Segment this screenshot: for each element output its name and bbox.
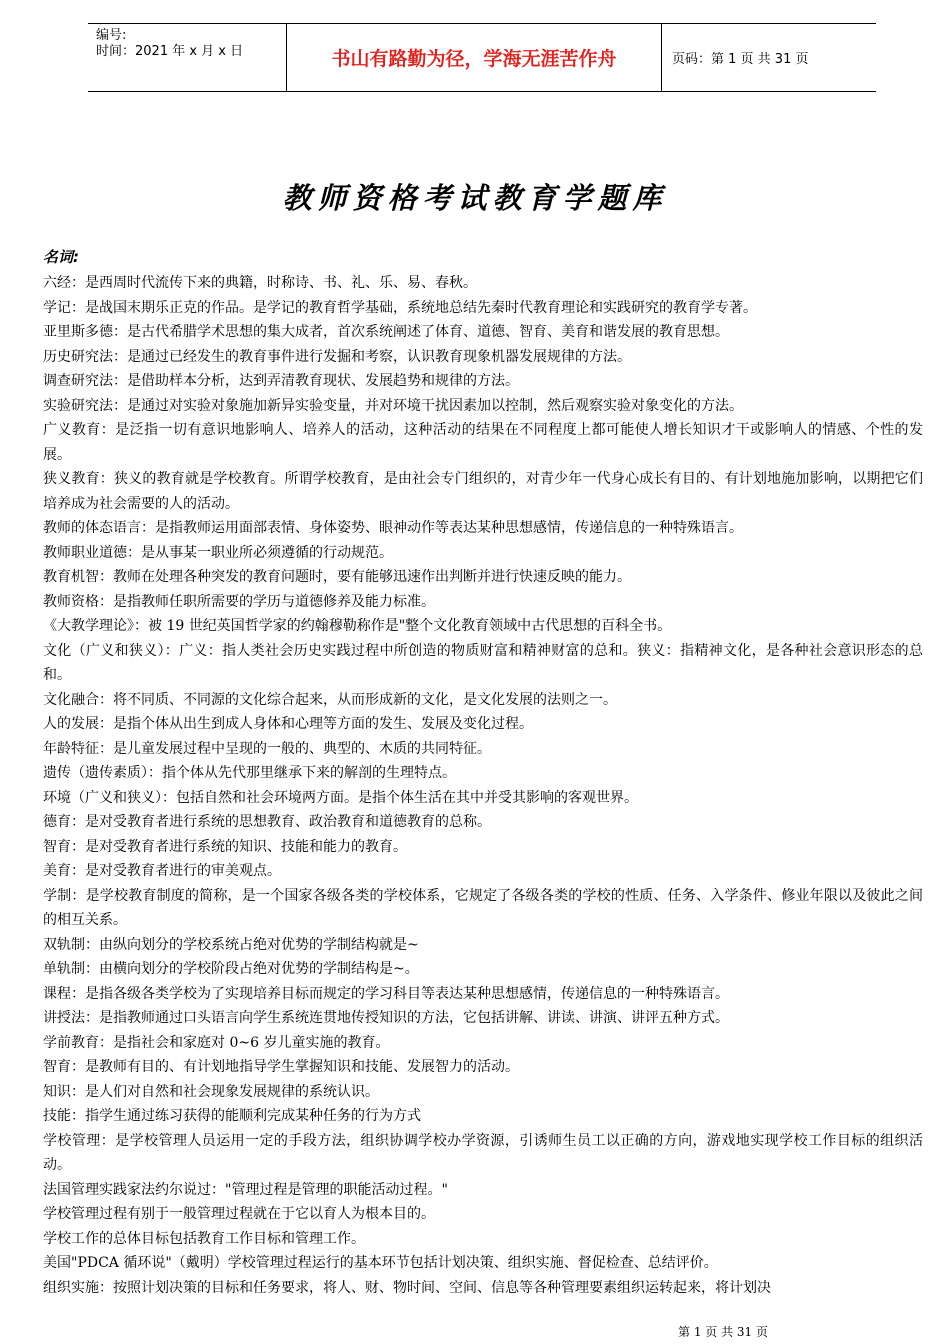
paragraph: 学制：是学校教育制度的简称，是一个国家各级各类的学校体系，它规定了各级各类的学校的性质、任务、入学条件、修业年限以及彼此之间的相互关系。 (43, 887, 923, 928)
paragraph: 调查研究法：是借助样本分析，达到弄清教育现状、发展趋势和规律的方法。 (43, 373, 519, 389)
paragraph: 环境（广义和狭义）：包括自然和社会环境两方面。是指个体生活在其中并受其影响的客观世界。 (43, 789, 638, 806)
paragraph: 法国管理实践家法约尔说过："管理过程是管理的职能活动过程。" (43, 1181, 448, 1198)
paragraph: 教师职业道德：是从事某一职业所必须遵循的行动规范。 (43, 544, 393, 561)
paragraph: 文化（广义和狭义）：广义：指人类社会历史实践过程中所创造的物质财富和精神财富的总和。狭义：指精神文化，是各种社会意识形态的总和。 (43, 642, 923, 683)
paragraph: 学校管理：是学校管理人员运用一定的手段方法，组织协调学校办学资源，引诱师生员工以正确的方向，游戏地实现学校工作目标的组织活动。 (43, 1132, 923, 1173)
paragraph: 组织实施：按照计划决策的目标和任务要求，将人、财、物时间、空间、信息等各种管理要素组织运转起来，将计划决 (43, 1279, 771, 1296)
paragraph: 亚里斯多德：是古代希腊学术思想的集大成者，首次系统阐述了体育、道德、智育、美育和谐发展的教育思想。 (43, 324, 729, 340)
header-meta (88, 24, 286, 91)
document-body (43, 271, 923, 1300)
paragraph: 教育机智：教师在处理各种突发的教育问题时，要有能够迅速作出判断并进行快速反映的能力。 (43, 569, 631, 585)
paragraph: 智育：是教师有目的、有计划地指导学生掌握知识和技能、发展智力的活动。 (43, 1059, 519, 1075)
paragraph: 双轨制：由纵向划分的学校系统占绝对优势的学制结构就是~ (43, 936, 419, 953)
paragraph: 课程：是指各级各类学校为了实现培养目标而规定的学习科目等表达某种思想感情，传递信息的一种特殊语言。 (43, 985, 729, 1002)
paragraph: 文化融合：将不同质、不同源的文化综合起来，从而形成新的文化，是文化发展的法则之一。 (43, 691, 617, 708)
paragraph: 实验研究法：是通过对实验对象施加新异实验变量，并对环境干扰因素加以控制，然后观察实验对象变化的方法。 (43, 397, 743, 414)
paragraph: 教师的体态语言：是指教师运用面部表情、身体姿势、眼神动作等表达某种思想感情，传递信息的一种特殊语言。 (43, 520, 743, 536)
paragraph: 六经：是西周时代流传下来的典籍，时称诗、书、礼、乐、易、春秋。 (43, 275, 477, 291)
paragraph: 学校工作的总体目标包括教育工作目标和管理工作。 (43, 1230, 365, 1247)
paragraph: 教师资格：是指教师任职所需要的学历与道德修养及能力标准。 (43, 593, 435, 610)
paragraph: 知识：是人们对自然和社会现象发展规律的系统认识。 (43, 1083, 379, 1100)
paragraph: 学前教育：是指社会和家庭对 0~6 岁儿童实施的教育。 (43, 1034, 390, 1051)
header-motto: 书山有路勤为径，学海无涯苦作舟 (286, 24, 662, 91)
paragraph: 美国"PDCA 循环说"（戴明）学校管理过程运行的基本环节包括计划决策、组织实施、督促检查、总结评价。 (43, 1255, 718, 1271)
paragraph: 广义教育：是泛指一切有意识地影响人、培养人的活动，这种活动的结果在不同程度上都可能使人增长知识才干或影响人的情感、个性的发展。 (43, 422, 923, 463)
paragraph: 狭义教育：狭义的教育就是学校教育。所谓学校教育，是由社会专门组织的，对青少年一代身心成长有目的、有计划地施加影响，以期把它们培养成为社会需要的人的活动。 (43, 471, 923, 512)
paragraph: 讲授法：是指教师通过口头语言向学生系统连贯地传授知识的方法，它包括讲解、讲读、讲演、讲评五种方式。 (43, 1010, 729, 1026)
paragraph: 智育：是对受教育者进行系统的知识、技能和能力的教育。 (43, 838, 407, 855)
document-title: 教师资格考试教育学题库 (282, 181, 668, 215)
paragraph: 学校管理过程有别于一般管理过程就在于它以育人为根本目的。 (43, 1206, 435, 1222)
paragraph: 美育：是对受教育者进行的审美观点。 (43, 863, 281, 879)
paragraph: 历史研究法：是通过已经发生的教育事件进行发掘和考察，认识教育现象机器发展规律的方法。 (43, 348, 631, 365)
paragraph: 单轨制：由横向划分的学校阶段占绝对优势的学制结构是~。 (43, 961, 419, 977)
doc-number-label: 编号: (96, 28, 127, 43)
page-footer: 第 1 页 共 31 页 (678, 1325, 768, 1339)
doc-time-label: 时间：2021 年 x 月 x 日 (96, 44, 244, 59)
paragraph: 技能：指学生通过练习获得的能顺利完成某种任务的行为方式 (43, 1108, 421, 1124)
paragraph: 遗传（遗传素质）：指个体从先代那里继承下来的解剖的生理特点。 (43, 765, 456, 781)
section-heading: 名词: (43, 248, 79, 266)
paragraph: 《大教学理论》：被 19 世纪英国哲学家的约翰穆勒称作是"整个文化教育领域中古代思想的百科全书。 (43, 618, 672, 634)
paragraph: 人的发展：是指个体从出生到成人身体和心理等方面的发生、发展及变化过程。 (43, 716, 533, 732)
paragraph: 学记：是战国末期乐正克的作品。是学记的教育哲学基础，系统地总结先秦时代教育理论和实践研究的教育学专著。 (43, 299, 757, 316)
paragraph: 年龄特征：是儿童发展过程中呈现的一般的、典型的、木质的共同特征。 (43, 740, 491, 757)
page-header (88, 23, 876, 92)
paragraph: 德育：是对受教育者进行系统的思想教育、政治教育和道德教育的总称。 (43, 814, 491, 830)
header-page-info: 页码：第 1 页 共 31 页 (672, 52, 809, 67)
